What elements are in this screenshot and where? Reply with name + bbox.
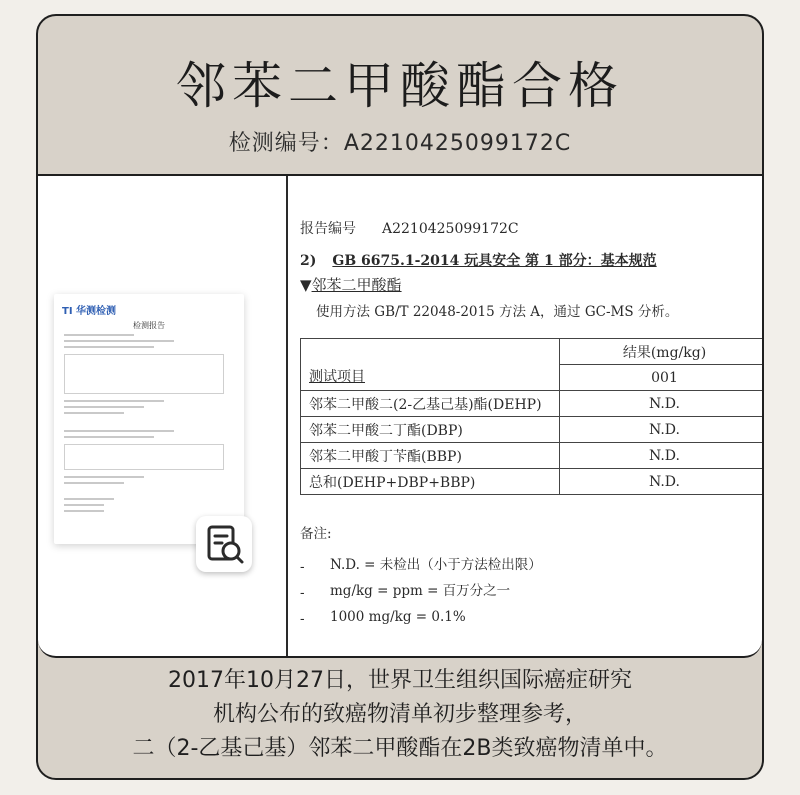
thumbnail-line (64, 504, 104, 506)
document-search-icon (196, 516, 252, 572)
table-row (301, 417, 763, 443)
row-value: N.D. (560, 391, 763, 417)
logo-icon: TI (62, 306, 77, 317)
row-item: 邻苯二甲酸丁苄酯(BBP) (301, 443, 560, 469)
section-label: 邻苯二甲酸酯 (311, 276, 402, 294)
standard-name: GB 6675.1-2014 玩具安全 第 1 部分：基本规范 (332, 253, 657, 269)
notes (300, 522, 542, 630)
row-item: 总和(DEHP+DBP+BBP) (301, 469, 560, 495)
footer-line: 机构公布的致癌物清单初步整理参考， (212, 702, 587, 727)
method-text: 使用方法 GB/T 22048-2015 方法 A，通过 GC-MS 分析。 (316, 304, 679, 320)
footer-text (38, 664, 762, 766)
header (38, 16, 762, 176)
test-number-value: A2210425099172C (343, 131, 572, 156)
note-bullet: - (300, 559, 305, 575)
test-number-label: 检测编号： (228, 131, 344, 156)
sample-id: 001 (560, 365, 763, 391)
report-thumbnail[interactable] (54, 294, 244, 544)
thumbnail-line (64, 482, 124, 484)
standard-index: 2) (300, 253, 317, 269)
row-item: 邻苯二甲酸二(2-乙基己基)酯(DEHP) (301, 391, 560, 417)
content-frame (36, 14, 764, 780)
footer-line: 2017年10月27日，世界卫生组织国际癌症研究 (168, 668, 632, 693)
footer-line: 二（2-乙基己基）邻苯二甲酸酯在2B类致癌物清单中。 (132, 736, 668, 761)
thumbnail-line (64, 400, 164, 402)
table-row (301, 391, 763, 417)
thumbnail-line (64, 510, 104, 512)
row-value: N.D. (560, 417, 763, 443)
thumbnail-line (64, 430, 174, 432)
thumbnail-line (64, 476, 144, 478)
thumbnail-title: 检测报告 (133, 321, 165, 330)
row-value: N.D. (560, 469, 763, 495)
standard-line (300, 250, 657, 270)
results-table (300, 338, 762, 495)
note-item: - 1000 mg/kg = 0.1% (300, 604, 542, 630)
report-card (38, 174, 762, 658)
section-marker: ▼ (300, 276, 312, 294)
test-number (38, 126, 762, 157)
note-bullet: - (300, 611, 305, 627)
thumbnail-line (64, 412, 124, 414)
card-divider (286, 176, 288, 656)
note-bullet: - (300, 585, 305, 601)
report-number-value: A2210425099172C (382, 221, 519, 237)
report-number (300, 218, 519, 238)
note-item: - mg/kg = ppm = 百万分之一 (300, 578, 542, 604)
table-row (301, 443, 763, 469)
thumbnail-line (64, 346, 154, 348)
document-search-button[interactable] (196, 516, 252, 572)
section-heading (300, 274, 402, 295)
page-title: 邻苯二甲酸酯合格 (176, 57, 624, 115)
report-number-label: 报告编号 (300, 221, 356, 237)
report-excerpt (300, 176, 762, 656)
row-value: N.D. (560, 443, 763, 469)
table-header-row (301, 339, 763, 365)
thumbnail-line (64, 406, 144, 408)
column-header-item: 测试项目 (301, 339, 560, 391)
row-item: 邻苯二甲酸二丁酯(DBP) (301, 417, 560, 443)
thumbnail-line (64, 498, 114, 500)
note-item: - N.D. = 未检出（小于方法检出限） (300, 552, 542, 578)
notes-title: 备注: (300, 526, 332, 542)
thumbnail-table (64, 444, 224, 470)
column-header-result: 结果(mg/kg) (560, 339, 763, 365)
thumbnail-line (64, 436, 154, 438)
table-row (301, 469, 763, 495)
company-logo: TI 华测检测 (62, 306, 117, 317)
thumbnail-line (64, 334, 134, 336)
thumbnail-line (64, 340, 174, 342)
thumbnail-table (64, 354, 224, 394)
